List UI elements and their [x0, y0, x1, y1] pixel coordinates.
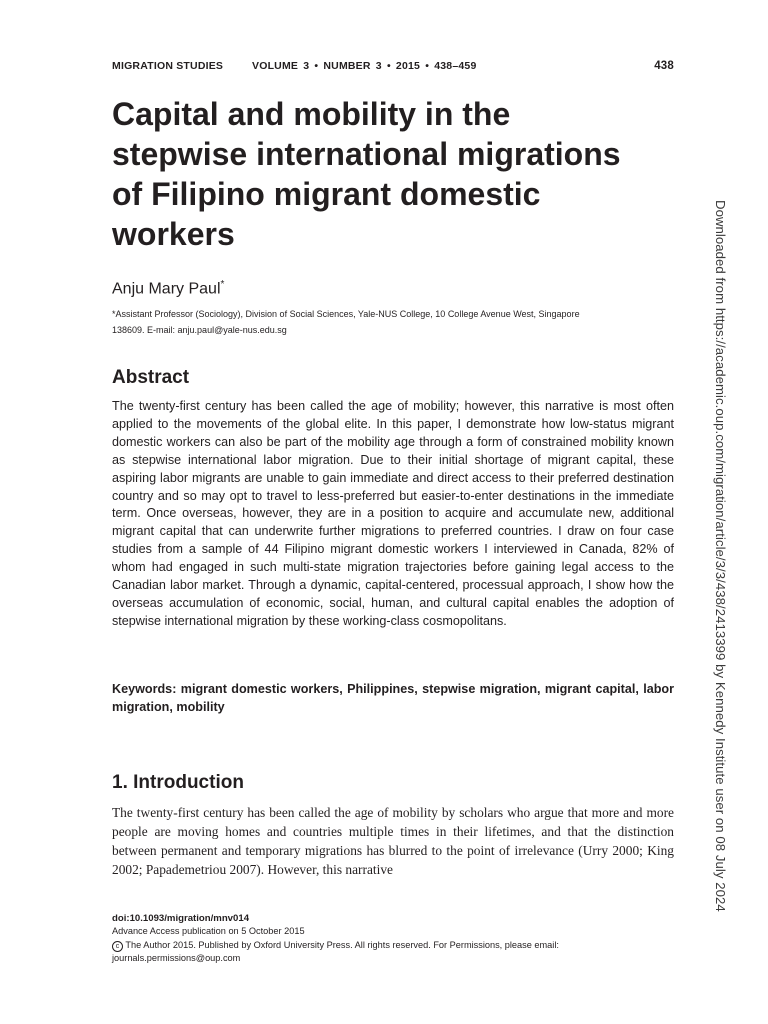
author-affiliation: [112, 307, 674, 338]
title-line: workers: [112, 216, 235, 252]
doi-link[interactable]: doi:10.1093/migration/mnv014: [112, 913, 250, 924]
title-line: stepwise international migrations: [112, 136, 621, 172]
running-header: [112, 60, 674, 76]
advance-access-note: Advance Access publication on 5 October 2015: [112, 926, 305, 937]
page-number: 438: [654, 60, 674, 72]
permissions-email[interactable]: journals.permissions@oup.com: [112, 952, 241, 963]
download-watermark: Downloaded from https://academic.oup.com/migration/article/3/3/438/2413399 by Kennedy Institute user on 08 July 2024: [713, 200, 728, 912]
article-title: [112, 94, 692, 254]
copyright-text: The Author 2015. Published by Oxford University Press. All rights reserved. For Permissions, please email:: [125, 939, 559, 950]
keywords: Keywords: migrant domestic workers, Philippines, stepwise migration, migrant capital, labor migration, mobility: [112, 682, 674, 714]
title-line: of Filipino migrant domestic: [112, 176, 541, 212]
journal-name: MIGRATION STUDIES: [112, 60, 224, 72]
affiliation-line: *Assistant Professor (Sociology), Division of Social Sciences, Yale-NUS College, 10 College Avenue West, Singapore: [112, 309, 580, 319]
title-line: Capital and mobility in the: [112, 96, 511, 132]
introduction-heading: 1. Introduction: [112, 772, 244, 793]
author-name: Anju Mary Paul: [112, 280, 221, 298]
copyright-icon: c: [112, 941, 123, 952]
abstract-text: The twenty-first century has been called the age of mobility; however, this narrative is most often applied to the movements of the global elite. In this paper, I demonstrate how low-status migrant domestic workers can also be part of the mobility age through a form of constrained mobility known as stepwise international labor migration. Due to their initial shortage of migrant capital, these aspiring labor migrants are unable to gain immediate and direct access to their preferred destination country and so may opt to travel to less-preferred but easier-to-enter destinations in the immediate term. Once overseas, however, they are in a position to acquire and accumulate new, additional migrant capital that can underwrite further migrations to preferred countries. I draw on four case studies from a sample of 44 Filipino migrant domestic workers I interviewed in Canada, 82% of whom had engaged in such multi-state migration trajectories before gaining legal access to the Canadian labor market. Through a dynamic, capital-centered, processual approach, I show how the overseas accumulation of economic, social, human, and cultural capital enables the adoption of stepwise international migration by these working-class cosmopolitans.: [112, 399, 674, 628]
affiliation-line: 138609. E-mail: anju.paul@yale-nus.edu.sg: [112, 324, 287, 335]
abstract-heading: Abstract: [112, 367, 190, 388]
author-line: [112, 274, 224, 300]
author-footnote-mark: *: [220, 279, 225, 290]
issue-info: VOLUME 3 • NUMBER 3 • 2015 • 438–459: [252, 60, 477, 72]
copyright-note: [112, 939, 674, 952]
article-footer: [112, 912, 674, 965]
introduction-text: The twenty-first century has been called the age of mobility by scholars who argue that more and more people are moving homes and countries multiple times in their lifetimes, and that the distinction between permanent and temporary migrations has blurred to the point of irrelevance (Urry 2000; King 2002; Papademetriou 2007). However, this narrative: [112, 805, 674, 877]
